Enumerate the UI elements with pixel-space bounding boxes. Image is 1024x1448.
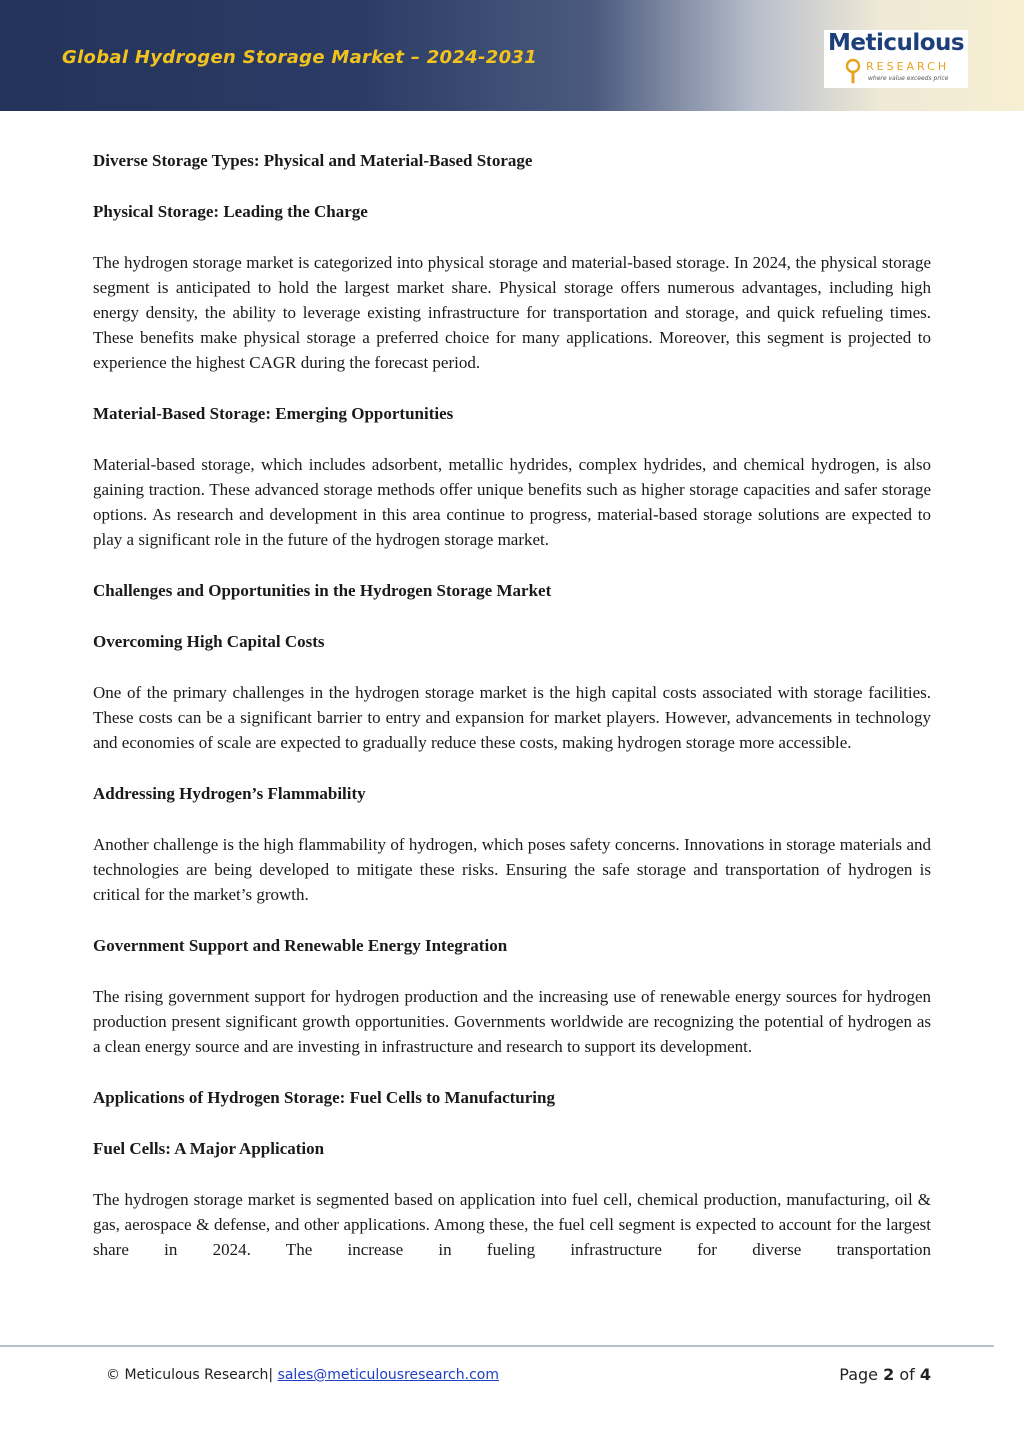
document-body [93, 148, 931, 1262]
body-paragraph: The hydrogen storage market is segmented based on application into fuel cell, chemical production, manufacturing, oil & gas, aerospace & defense, and other applications. Among these, the fuel cell segment is expected to account for the largest share in 2024. The increase in fueling infrastructure for diverse transportation [93, 1190, 931, 1259]
email-link[interactable]: sales@meticulousresearch.com [277, 1367, 499, 1383]
section-heading: Diverse Storage Types: Physical and Material-Based Storage [93, 151, 533, 170]
page-label: Page [839, 1365, 879, 1384]
footer-copyright [106, 1367, 499, 1383]
magnifier-icon [844, 58, 864, 84]
section-heading: Government Support and Renewable Energy Integration [93, 936, 508, 955]
logo-subtitle: RESEARCH [866, 60, 950, 73]
page-header [0, 0, 1024, 111]
body-paragraph: Material-based storage, which includes adsorbent, metallic hydrides, complex hydrides, and chemical hydrogen, is also gaining traction. These advanced storage methods offer unique benefits such as higher storage capacities and safer storage options. As research and development in this area continue to progress, material-based storage solutions are expected to play a significant role in the future of the hydrogen storage market. [93, 455, 931, 549]
page-of: of [899, 1365, 915, 1384]
section-heading: Overcoming High Capital Costs [93, 632, 325, 651]
page-number [839, 1365, 931, 1384]
section-heading: Material-Based Storage: Emerging Opportunities [93, 404, 454, 423]
body-paragraph: The rising government support for hydrogen production and the increasing use of renewable energy sources for hydrogen production present significant growth opportunities. Governments worldwide are recognizing the potential of hydrogen as a clean energy source and are investing in infrastructure and research to support its development. [93, 987, 931, 1056]
section-heading: Fuel Cells: A Major Application [93, 1139, 325, 1158]
section-heading: Addressing Hydrogen’s Flammability [93, 784, 366, 803]
report-title: Global Hydrogen Storage Market – 2024-2031 [62, 47, 538, 68]
company-logo [824, 30, 968, 88]
copyright-text: © Meticulous Research| [106, 1367, 274, 1383]
page-total: 4 [919, 1365, 931, 1384]
footer-divider [0, 1345, 994, 1347]
logo-name: Meticulous [828, 30, 965, 56]
body-paragraph: The hydrogen storage market is categorized into physical storage and material-based storage. In 2024, the physical storage segment is anticipated to hold the largest market share. Physical storage offers numerous advantages, including high energy density, the ability to leverage existing infrastructure for transportation and storage, and quick refueling times. These benefits make physical storage a preferred choice for many applications. Moreover, this segment is projected to experience the highest CAGR during the forecast period. [93, 253, 931, 372]
body-paragraph: Another challenge is the high flammability of hydrogen, which poses safety concerns. Innovations in storage materials and technologies are being developed to mitigate these risks. Ensuring the safe storage and transportation of hydrogen is critical for the market’s growth. [93, 835, 931, 904]
section-heading: Physical Storage: Leading the Charge [93, 202, 368, 221]
section-heading: Applications of Hydrogen Storage: Fuel Cells to Manufacturing [93, 1088, 555, 1107]
page-current: 2 [883, 1365, 895, 1384]
logo-tagline: where value exceeds price [868, 75, 949, 82]
body-paragraph: One of the primary challenges in the hydrogen storage market is the high capital costs associated with storage facilities. These costs can be a significant barrier to entry and expansion for market players. However, advancements in technology and economies of scale are expected to gradually reduce these costs, making hydrogen storage more accessible. [93, 683, 931, 752]
section-heading: Challenges and Opportunities in the Hydrogen Storage Market [93, 581, 552, 600]
